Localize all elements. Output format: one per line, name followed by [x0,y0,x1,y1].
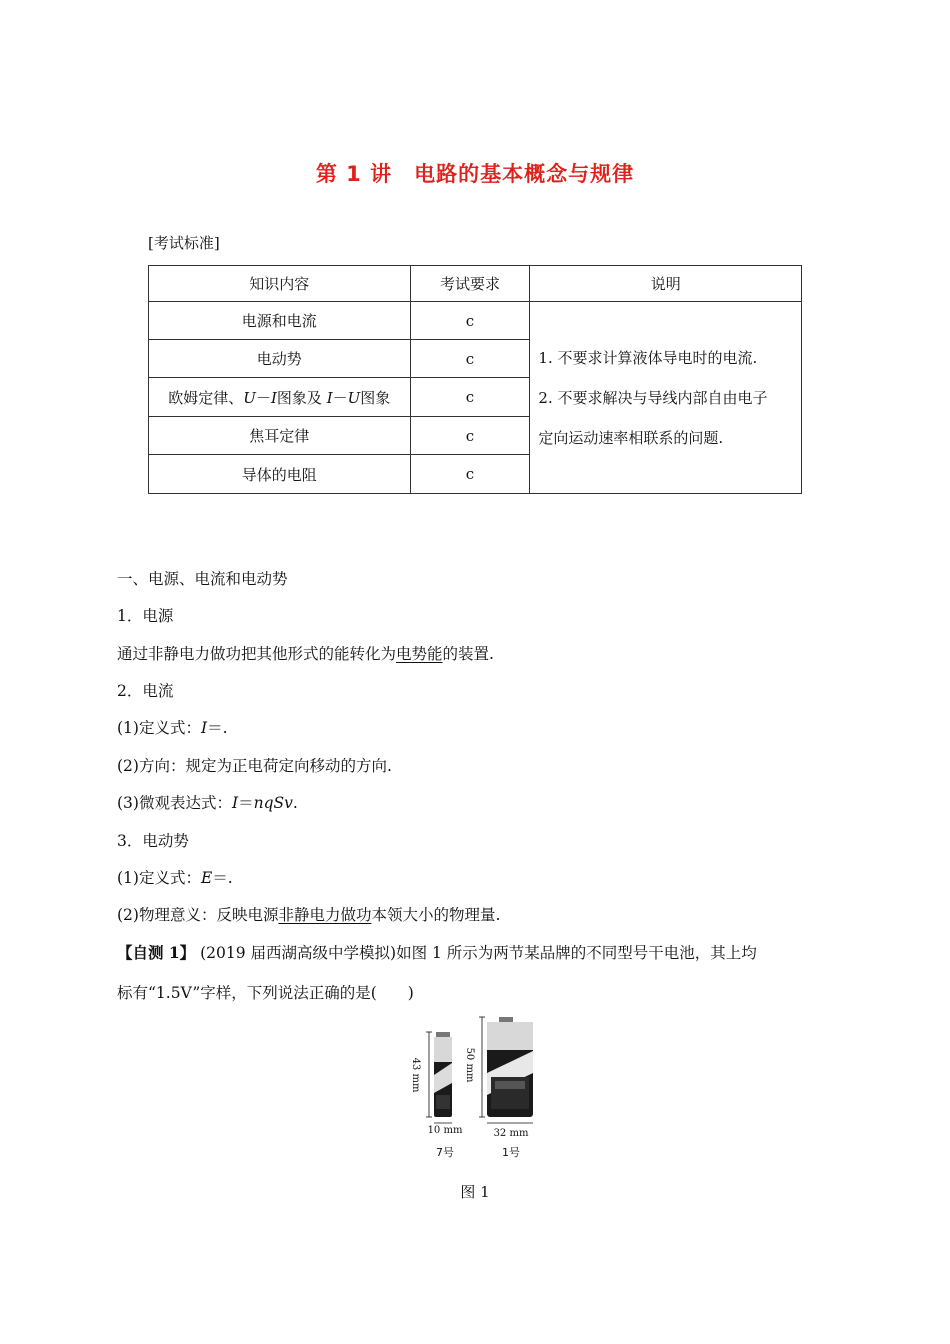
header-requirement: 考试要求 [410,266,530,302]
large-battery [487,1017,533,1117]
small-height-label: 43 mm [410,1057,421,1093]
table-cell-content: 电动势 [149,340,411,378]
paragraph: (1)定义式：I＝. [117,719,228,737]
note-line: 1. 不要求计算液体导电时的电流. [538,348,758,367]
standards-label: [考试标准] [148,234,220,252]
table-cell-content: 焦耳定律 [149,417,411,455]
subsection-title: 1．电源 [117,607,174,625]
paragraph: (3)微观表达式：I＝nqSv. [117,794,298,812]
page-title: 第 1 讲 电路的基本概念与规律 [315,162,635,186]
small-type-label: 7号 [436,1146,454,1159]
table-cell-content: 电源和电流 [149,302,411,340]
header-notes: 说明 [530,266,802,302]
battery-illustration [405,1015,545,1165]
paragraph: 通过非静电力做功把其他形式的能转化为电势能的装置. [117,645,494,663]
table-cell-req: c [410,417,530,455]
table-cell-content: 欧姆定律、U－I图象及 I－U图象 [149,378,411,417]
small-battery [434,1032,452,1117]
table-cell-content: 导体的电阻 [149,455,411,494]
figure-caption: 图 1 [460,1183,490,1201]
small-width-label: 10 mm [427,1125,463,1136]
table-cell-req: c [410,455,530,494]
header-content: 知识内容 [149,266,411,302]
note-line: 2. 不要求解决与导线内部自由电子 [538,388,768,407]
table-cell-req: c [410,302,530,340]
question-line: 【自测 1】 (2019 届西湖高级中学模拟)如图 1 所示为两节某品牌的不同型号干电池，其上均 [117,943,757,962]
large-width-label: 32 mm [493,1128,529,1139]
subsection-title: 2．电流 [117,682,174,700]
table-cell-req: c [410,378,530,417]
battery-figure [405,1015,545,1165]
subsection-title: 3．电动势 [117,832,189,850]
question-tag: 【自测 1】 [117,943,196,962]
paragraph: (2)物理意义：反映电源非静电力做功本领大小的物理量. [117,906,501,924]
table-cell-req: c [410,340,530,378]
paragraph: (2)方向：规定为正电荷定向移动的方向. [117,757,392,775]
question-line: 标有“1.5V”字样，下列说法正确的是( ) [117,984,414,1002]
standards-table [148,265,802,494]
section-heading: 一、电源、电流和电动势 [117,570,288,588]
paragraph: (1)定义式：E＝. [117,869,233,887]
underlined-term: 非静电力做功 [278,906,372,924]
large-type-label: 1号 [502,1146,520,1159]
note-line: 定向运动速率相联系的问题. [538,428,724,447]
underlined-term: 电势能 [396,645,443,663]
table-cell-notes [530,302,802,494]
large-height-label: 50 mm [464,1047,475,1083]
